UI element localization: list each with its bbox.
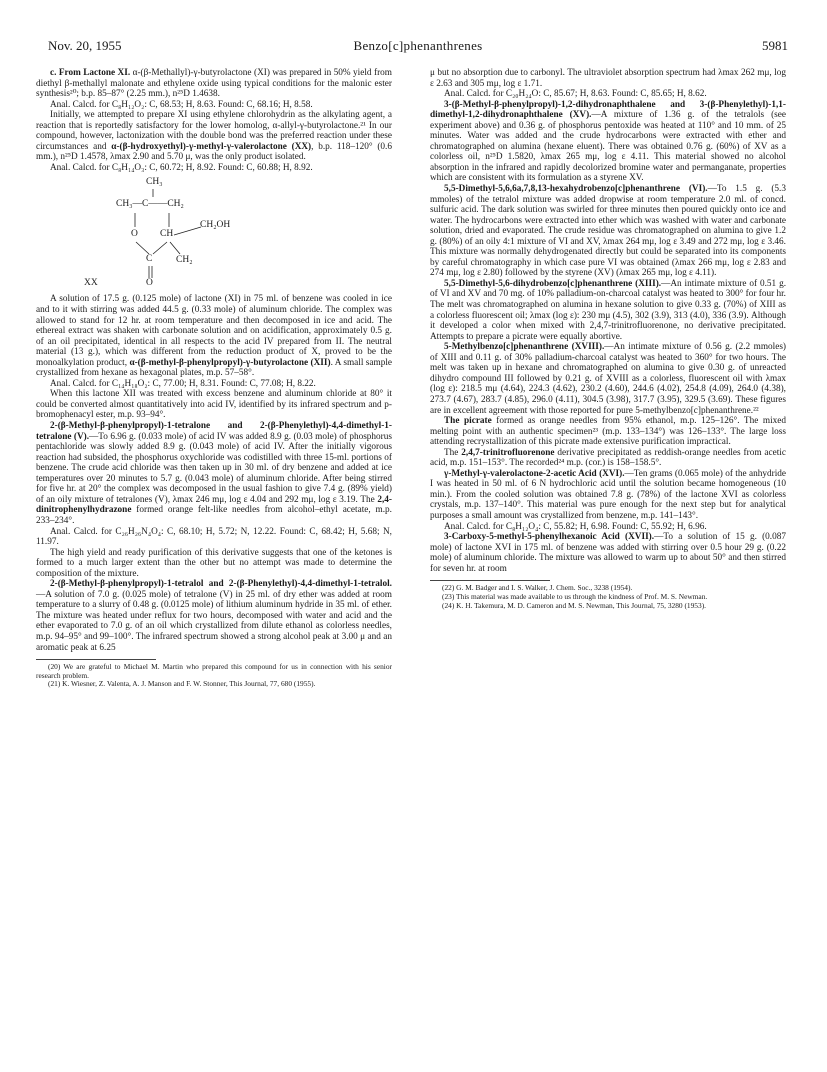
footnote-divider xyxy=(430,580,550,581)
compound-name: 2,4,7-trinitrofluorenone xyxy=(461,447,555,458)
paragraph-text: —An intimate mixture of 0.51 g. of VI and XV and 70 mg. of 10% palladium-on-charcoal catalyst was heated to 300° for four hr. The melt was chromatographed on alumina in hexane solution to give 0.33 g. (70%) of XIII as a colorless fluorescent oil; λmax (log ε): 230 mμ (4.5), 302 (3.9), 313 (4.0), 336 (3.9). Although it developed a color when mixed with 2,4,7-trinitrofluorenone, no derivative precipitated. Attempts to prepare a picrate were equally abortive. xyxy=(430,278,787,342)
structure-ch2oh: CH₂OH xyxy=(200,220,231,231)
paragraph-text: A solution of 17.5 g. (0.125 mole) of lactone (XI) in 75 ml. of benzene was cooled in ice and to it with stirring was added 44.5 g. (0.33 mole) of aluminum chloride. The complex was allowed to stand for 12 hr. at room temperature and then decomposed in ice and acid. The ethereal extract was shaken with carbonate solution and on acidification, approximately 0.5 g. of an oil precipitated, identical in all respects to the acid IV prepared from II. The neutral material (13 g.), which was different from the reduction product of X, proved to be the monoalkylation product, xyxy=(36,294,392,368)
structure-ch3-top: CH₃ xyxy=(146,177,163,188)
paragraph xyxy=(430,100,786,184)
paragraph-text: —A solution of 7.0 g. (0.025 mole) of tetralone (V) in 25 ml. of dry ether was added at room temperature to a slurry of 0.48 g. (0.0125 mole) of lithium aluminum hydride in 35 ml. of ether. The mixture was heated under reflux for two hours, decomposed with water and acid and the ether evaporated to 7.0 g. of an oil which crystallized from dilute ethanol as colorless needles, m.p. 94–95° and 99–100°. The infrared spectrum showed a strong alcohol peak at 3.00 μ and an aromatic peak at 6.25 xyxy=(36,589,392,653)
section-heading: γ-Methyl-γ-valerolactone-2-acetic Acid (XVI). xyxy=(444,468,625,479)
paragraph xyxy=(36,294,392,378)
compound-name: α-(β-methyl-β-phenylpropyl)-γ-butyrolactone (XII) xyxy=(129,357,331,368)
structure-bonds xyxy=(36,177,392,289)
structure-carbonyl-oxygen: O xyxy=(146,278,153,289)
footnote-divider xyxy=(36,659,156,660)
section-heading: 3-Carboxy-5-methyl-5-phenylhexanoic Acid (XVII). xyxy=(444,532,655,543)
paragraph-text: —To a solution of 15 g. (0.087 mole) of lactone XVI in 175 ml. of benzene was added with stirring over 0.5 hour 29 g. (0.22 mole) of aluminum chloride. The mixture was allowed to warm up to about 50° and then stirred for seven hr. at room xyxy=(430,532,786,574)
paragraph-text: —An intimate mixture of 0.56 g. (2.2 mmoles) of XIII and 0.11 g. of 30% palladium-charcoal catalyst was heated to 360° for two hours. The melt was taken up in hexane and chromatographed on alumina to give 0.30 g. of unreacted dihydro compound III followed by 0.21 g. of XVIII as a colorless, fluorescent oil with λmax (log ε): 218.5 mμ (4.64), 224.3 (4.62), 230.2 (4.60), 244.6 (4.02), 254.8 (4.09), 264.0 (4.38), 273.7 (4.67), 283.7 (4.85), 296.0 (4.11), 304.5 (3.98), 317.7 (3.95), 329.5 (3.69). These figures are in excellent agreement with those reported for pure 5-methylbenzo[c]phenanthrene.²² xyxy=(430,342,787,416)
page-header xyxy=(48,38,788,56)
paragraph: μ but no absorption due to carbonyl. The ultraviolet absorption spectrum had λmax 262 mμ, log ε 2.63 and 305 mμ, log ε 1.71. xyxy=(430,68,786,89)
paragraph-text: —To 6.96 g. (0.033 mole) of acid IV was added 8.9 g. (0.03 mole) of phosphorus pentachloride was slowly added 8.9 g. (0.043 mole) of acid IV. After the initially vigorous reaction had subsided, the phosphorus oxychloride was codistilled with three 15-ml. portions of benzene. The crude acid chloride was then taken up in 30 ml. of dry benzene and added at ice temperatures over 20 minutes to 5.7 g. (0.043 mole) of aluminum chloride. After being stirred for five hr. at 20° the complex was decomposed in the usual fashion to give 7.4 g. (89% yield) of an oily mixture of tetralones (V), λmax 246 mμ, log ε 4.04 and 292 mμ, log ε 3.19. The xyxy=(36,431,392,505)
analysis-paragraph: Anal. Calcd. for C₈H₁₂O₂: C, 68.53; H, 8.63. Found: C, 68.16; H, 8.58. xyxy=(50,99,313,110)
paragraph xyxy=(36,68,392,100)
paragraph xyxy=(36,421,392,526)
paragraph xyxy=(430,279,786,342)
footnote: (21) K. Wiesner, Z. Valenta, A. J. Manson and F. W. Stonner, This Journal, 77, 680 (1955). xyxy=(48,679,316,689)
paragraph-text: derivative precipitated as reddish-orange needles from acetic acid, m.p. 151–153°. The recorded²⁴ m.p. (cor.) is 158–158.5°. xyxy=(430,447,786,469)
section-heading: 2-(β-Methyl-β-phenylpropyl)-1-tetralone and 2-(β-Phenylethyl)-4,4-dimethyl-1-tetralone (V). xyxy=(36,421,392,442)
paragraph xyxy=(36,579,392,653)
paragraph xyxy=(430,184,786,279)
paragraph-text: —To 1.5 g. (5.3 mmoles) of the tetralol mixture was added dropwise at room temperature 2.0 ml. of concd. sulfuric acid. The dark solution was swirled for three minutes then poured quickly onto ice and water. The hydrocarbons were extracted into ether which was washed with water and carbonate solution, dried and evaporated. The crude residue was chromatographed on alumina to give 1.2 g. (80%) of an oily 4:1 mixture of VI and XV, λmax 264 mμ, log ε 3.49 and 272 mμ, log ε 3.46. This mixture was normally dehydrogenated directly but could be separated into its components by careful chromatography in which case pure VI was obtained (λmax 266 mμ, log ε 2.83 and 274 mμ, log ε 2.80) followed by the styrene (XV) (λmax 265 mμ, log ε 4.11). xyxy=(430,184,786,279)
paragraph-text: The xyxy=(444,447,462,458)
page-number: 5981 xyxy=(762,38,788,53)
section-heading: c. From Lactone XI. xyxy=(50,68,131,78)
paragraph-text: —A mixture of 1.36 g. of the tetralols (see experiment above) and 0.36 g. of phosphorus pentoxide was heated at 110° and 10 mm. of 25 minutes. Water was added and the crude hydrocarbons were extracted with ether and chromatographed on alumina (hexane eluent). There was obtained 0.76 g. (60%) of XV as a colorless oil, n²⁵D 1.5820, λmax 265 mμ, log ε 4.11. This material showed no alcohol absorption in the infrared and rapidly decolorized bromine water and permanganate, properties which are consistent with its formulation as a styrene XV. xyxy=(430,110,786,184)
analysis-paragraph: Anal. Calcd. for C₁₄H₁₈O₂: C, 77.00; H, 8.31. Found: C, 77.08; H, 8.22. xyxy=(50,378,316,389)
paragraph: The high yield and ready purification of this derivative suggests that one of the ketones is formed to a much larger extent than the other but no attempt was made to determine the composition of the mixture. xyxy=(36,547,392,579)
paragraph-text: Initially, we attempted to prepare XI using ethylene chlorohydrin as the alkylating agent, a reaction that is reportedly satisfactory for the lower homolog, α-allyl-γ-butyrolactone.²¹ In our compound, however, lactonization with the double bond was the preferred reaction under these circumstances and xyxy=(36,110,392,152)
footnote: (22) G. M. Badger and I. S. Walker, J. Chem. Soc., 3238 (1954). xyxy=(442,583,633,593)
footnote: (24) K. H. Takemura, M. D. Cameron and M. S. Newman, This Journal, 75, 3280 (1953). xyxy=(442,600,707,610)
compound-name: α-(β-hydroxyethyl)-γ-methyl-γ-valerolactone (XX) xyxy=(111,141,312,152)
left-column xyxy=(36,68,392,689)
structure-quaternary-carbon: CH₃—C——CH₂ xyxy=(116,199,184,210)
paragraph-text: α-(β-Methallyl)-γ-butyrolactone (XI) was prepared in 50% yield from diethyl β-methallyl malonate and ethylene oxide using typical conditions for the malonic ester synthesis²⁰; b.p. 85–87° (2.25 mm.), n²⁵D 1.4638. xyxy=(36,68,392,100)
paragraph xyxy=(430,342,786,416)
structure-ch2: CH₂ xyxy=(176,255,193,266)
footnote: (20) We are grateful to Michael M. Martin who prepared this compound for us in connection with his senior research problem. xyxy=(36,662,392,680)
paragraph-text: . A small sample crystallized from hexane as hexagonal plates, m.p. 57–58°. xyxy=(36,357,393,379)
analysis-paragraph: Anal. Calcd. for C₈H₁₂O₄: C, 55.82; H, 6.98. Found: C, 55.92; H, 6.96. xyxy=(444,521,707,532)
paragraph-text: , b.p. 118–120° (0.6 mm.), n²⁵D 1.4578, λmax 2.90 and 5.70 μ, was the only product isolated. xyxy=(36,141,392,163)
paragraph-text: —Ten grams (0.065 mole) of the anhydride I was heated in 50 ml. of 6 N hydrochloric acid until the solution became homogeneous (10 min.). From the cooled solution was obtained 7.8 g. (78%) of the lactone XVI as colorless crystals, m.p. 137–140°. This material was pure enough for the next step but for analytical purposes a small amount was crystallized from benzene, m.p. 141–143°. xyxy=(430,468,786,521)
section-heading: 3-(β-Methyl-β-phenylpropyl)-1,2-dihydronaphthalene and 3-(β-Phenylethyl)-1,1-dimethyl-1,2-dihydronaphthalene (XV). xyxy=(430,99,786,121)
section-heading: 5-Methylbenzo[c]phenanthrene (XVIII). xyxy=(444,342,605,353)
header-date: Nov. 20, 1955 xyxy=(48,38,122,53)
paragraph xyxy=(430,416,786,448)
footnote: (23) This material was made available to us through the kindness of Prof. M. S. Newman. xyxy=(442,591,708,601)
right-column xyxy=(430,68,786,610)
analysis-paragraph: Anal. Calcd. for C₈H₁₄O₃: C, 60.72; H, 8.92. Found: C, 60.88; H, 8.92. xyxy=(50,162,313,173)
analysis-paragraph: Anal. Calcd. for C₂₀H₂₄O: C, 85.67; H, 8.63. Found: C, 85.65; H, 8.62. xyxy=(444,89,707,100)
compound-name: 2,4-dinitrophenylhydrazone xyxy=(36,494,392,516)
structure-ch: CH xyxy=(160,229,174,240)
structure-ring-oxygen: O xyxy=(131,229,138,240)
analysis-paragraph: Anal. Calcd. for C₂₆H₂₆N₄O₄: C, 68.10; H, 5.72; N, 12.22. Found: C, 68.42; H, 5.68; N, 11.97. xyxy=(36,526,392,548)
paragraph xyxy=(430,532,786,574)
section-heading: 5,5-Dimethyl-5,6,6a,7,8,13-hexahydrobenzo[c]phenanthrene (VI). xyxy=(444,184,708,195)
section-heading: The picrate xyxy=(444,416,492,427)
structure-carbonyl-carbon: C xyxy=(146,254,153,265)
header-title: Benzo[c]phenanthrenes xyxy=(353,38,483,53)
paragraph-text: formed orange felt-like needles from alcohol–ethyl acetate, m.p. 233–234°. xyxy=(36,505,392,526)
chemical-structure-xx xyxy=(36,177,392,289)
structure-label: XX xyxy=(84,278,98,289)
paragraph-text: formed as orange needles from 95% ethanol, m.p. 125–126°. The mixed melting point with an authentic specimen²³ (m.p. 133–134°) was 126–133°. The large loss attending recrystallization of this picrate made extensive purification impractical. xyxy=(430,416,786,448)
paragraph xyxy=(36,110,392,163)
paragraph xyxy=(430,448,786,469)
section-heading: 5,5-Dimethyl-5,6-dihydrobenzo[c]phenanthrene (XIII). xyxy=(444,278,662,289)
paragraph: When this lactone XII was treated with excess benzene and aluminum chloride at 80° it could be converted almost quantitatively into acid IV, identified by its infrared spectrum and p-bromophenacyl ester, m.p. 93–94°. xyxy=(36,389,392,421)
section-heading: 2-(β-Methyl-β-phenylpropyl)-1-tetralol and 2-(β-Phenylethyl)-4,4-dimethyl-1-tetralol. xyxy=(50,579,392,590)
paragraph xyxy=(430,469,786,522)
